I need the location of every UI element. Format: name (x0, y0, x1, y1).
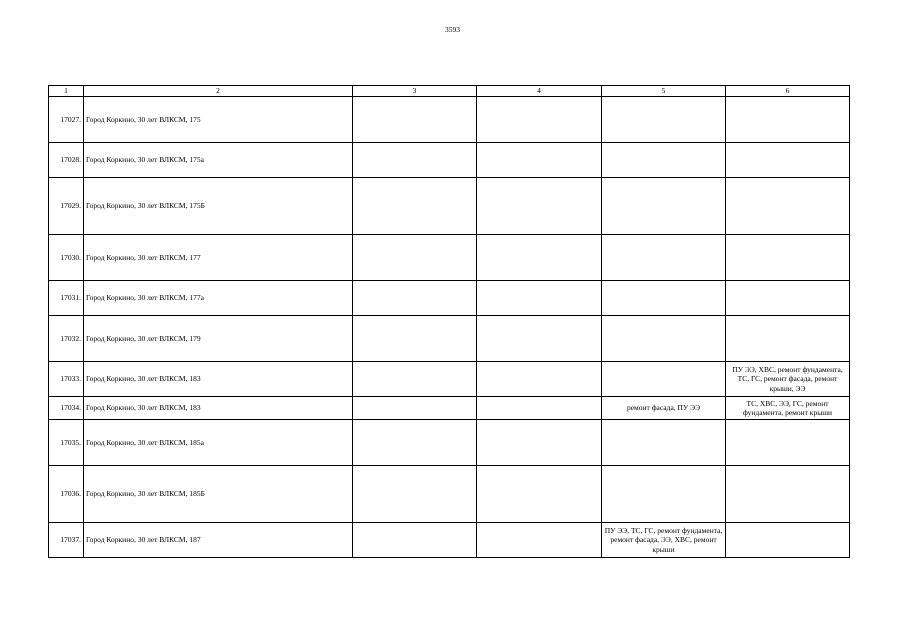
cell-col5 (602, 281, 726, 316)
table-row (49, 397, 850, 420)
cell-col4 (477, 420, 602, 466)
cell-col4 (477, 235, 602, 281)
row-number: 17029. (49, 178, 84, 235)
table-row (49, 362, 850, 397)
cell-col6: ТС, ХВС, ЭЭ, ГС, ремонт фундамента, ремонт крыши (726, 397, 850, 420)
cell-col3 (353, 281, 477, 316)
cell-col3 (353, 235, 477, 281)
column-header: 3 (353, 86, 477, 97)
cell-col4 (477, 397, 602, 420)
registry-table (48, 85, 850, 558)
table-row (49, 281, 850, 316)
cell-col5 (602, 143, 726, 178)
table-row (49, 466, 850, 523)
cell-col3 (353, 143, 477, 178)
row-address: Город Коркино, 30 лет ВЛКСМ, 175Б (84, 178, 353, 235)
cell-col6 (726, 523, 850, 558)
cell-col6 (726, 97, 850, 143)
table-row (49, 316, 850, 362)
row-number: 17028. (49, 143, 84, 178)
cell-col5 (602, 235, 726, 281)
row-address: Город Коркино, 30 лет ВЛКСМ, 175 (84, 97, 353, 143)
cell-col6 (726, 143, 850, 178)
cell-col3 (353, 397, 477, 420)
page-number: 3593 (445, 25, 460, 34)
cell-col4 (477, 143, 602, 178)
cell-col3 (353, 420, 477, 466)
row-number: 17035. (49, 420, 84, 466)
cell-col3 (353, 97, 477, 143)
row-number: 17036. (49, 466, 84, 523)
cell-col3 (353, 362, 477, 397)
row-address: Город Коркино, 30 лет ВЛКСМ, 177а (84, 281, 353, 316)
column-header: 6 (726, 86, 850, 97)
cell-col6 (726, 316, 850, 362)
row-number: 17027. (49, 97, 84, 143)
table-row (49, 97, 850, 143)
row-address: Город Коркино, 30 лет ВЛКСМ, 179 (84, 316, 353, 362)
column-header: 5 (602, 86, 726, 97)
table-row (49, 143, 850, 178)
cell-col4 (477, 178, 602, 235)
cell-col4 (477, 281, 602, 316)
cell-col4 (477, 362, 602, 397)
cell-col6 (726, 420, 850, 466)
table-row (49, 235, 850, 281)
cell-col3 (353, 316, 477, 362)
row-address: Город Коркино, 30 лет ВЛКСМ, 177 (84, 235, 353, 281)
cell-col5 (602, 316, 726, 362)
cell-col5 (602, 362, 726, 397)
column-header: 4 (477, 86, 602, 97)
row-address: Город Коркино, 30 лет ВЛКСМ, 187 (84, 523, 353, 558)
row-number: 17031. (49, 281, 84, 316)
cell-col6 (726, 281, 850, 316)
cell-col4 (477, 97, 602, 143)
cell-col4 (477, 523, 602, 558)
row-address: Город Коркино, 30 лет ВЛКСМ, 183 (84, 397, 353, 420)
table-row (49, 420, 850, 466)
row-address: Город Коркино, 30 лет ВЛКСМ, 185а (84, 420, 353, 466)
cell-col5: ремонт фасада, ПУ ЭЭ (602, 397, 726, 420)
cell-col6: ПУ ЭЭ, ХВС, ремонт фундамента, ТС, ГС, ремонт фасада, ремонт крыши, ЭЭ (726, 362, 850, 397)
cell-col5 (602, 97, 726, 143)
row-address: Город Коркино, 30 лет ВЛКСМ, 185Б (84, 466, 353, 523)
cell-col3 (353, 178, 477, 235)
row-number: 17037. (49, 523, 84, 558)
header-row (49, 86, 850, 97)
table-row (49, 523, 850, 558)
column-header: 2 (84, 86, 353, 97)
row-number: 17033. (49, 362, 84, 397)
cell-col5 (602, 178, 726, 235)
cell-col3 (353, 466, 477, 523)
column-header: 1 (49, 86, 84, 97)
cell-col5: ПУ ЭЭ, ТС, ГС, ремонт фундамента, ремонт фасада, ЭЭ, ХВС, ремонт крыши (602, 523, 726, 558)
cell-col4 (477, 466, 602, 523)
cell-col6 (726, 466, 850, 523)
cell-col6 (726, 235, 850, 281)
row-address: Город Коркино, 30 лет ВЛКСМ, 175а (84, 143, 353, 178)
row-number: 17030. (49, 235, 84, 281)
cell-col3 (353, 523, 477, 558)
row-address: Город Коркино, 30 лет ВЛКСМ, 183 (84, 362, 353, 397)
table-row (49, 178, 850, 235)
cell-col6 (726, 178, 850, 235)
cell-col5 (602, 420, 726, 466)
cell-col5 (602, 466, 726, 523)
row-number: 17032. (49, 316, 84, 362)
row-number: 17034. (49, 397, 84, 420)
cell-col4 (477, 316, 602, 362)
